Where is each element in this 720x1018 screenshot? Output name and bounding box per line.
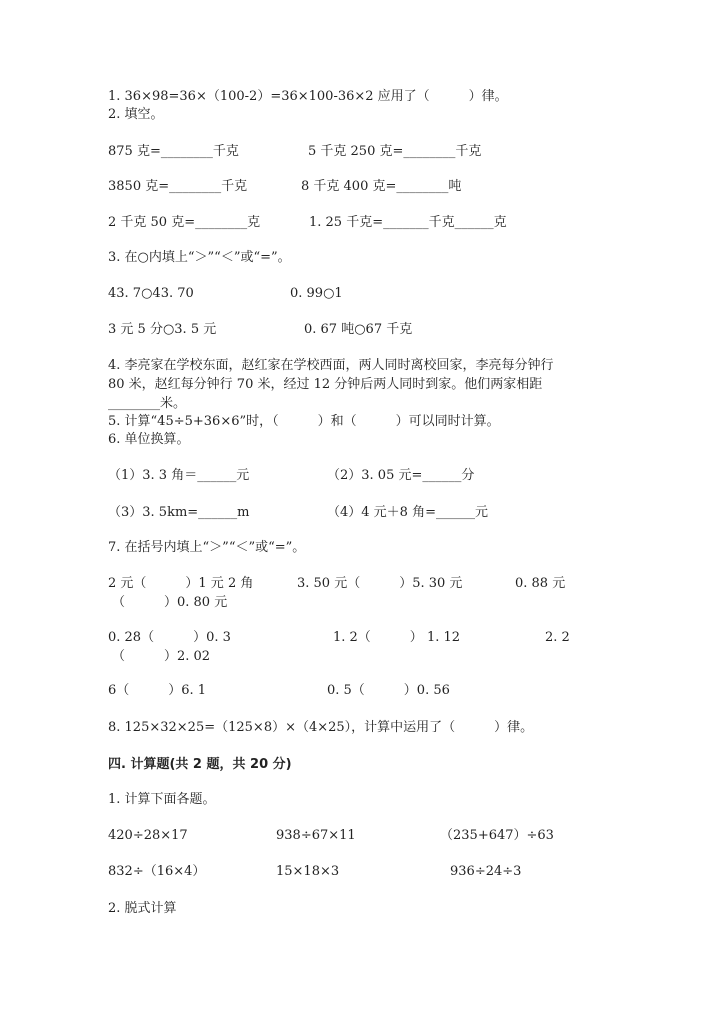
section4-title: 四. 计算题(共 2 题，共 20 分) (108, 757, 292, 772)
q2-item: 3850 克=________千克 (108, 179, 248, 194)
q3-item: 3 元 5 分○3. 5 元 (108, 322, 217, 337)
q7-item: 2 元（ ）1 元 2 角 (108, 576, 254, 591)
expression: 420÷28×17 (108, 828, 188, 843)
q7-item: 3. 50 元（ ）5. 30 元 (297, 576, 463, 591)
q7-item: 0. 88 元 (515, 576, 566, 591)
section4-sub1: 1. 计算下面各题。 (108, 792, 216, 807)
expression: 15×18×3 (276, 864, 340, 879)
expression: （235+647）÷63 (440, 828, 554, 843)
q6-item: （2）3. 05 元=______分 (327, 468, 475, 483)
q2-item: 1. 25 千克=_______千克______克 (309, 215, 507, 230)
section4-sub2: 2. 脱式计算 (108, 901, 177, 916)
q6-item: （1）3. 3 角＝______元 (108, 468, 250, 483)
q5: 5. 计算“45÷5+36×6”时，（ ）和（ ）可以同时计算。 (108, 414, 500, 429)
q4-line: 4. 李亮家在学校东面，赵红家在学校西面，两人同时离校回家，李亮每分钟行 (108, 358, 554, 373)
q6-item: （4）4 元＋8 角=______元 (327, 505, 488, 520)
q4-line: ________米。 (108, 396, 187, 411)
expression: 938÷67×11 (276, 828, 356, 843)
q7-item: 0. 5（ ）0. 56 (327, 683, 450, 698)
q7-title: 7. 在括号内填上“＞”“＜”或“=”。 (108, 540, 306, 555)
q7-item: （ ）0. 80 元 (112, 595, 228, 610)
q7-item: 0. 28（ ）0. 3 (108, 630, 231, 645)
q6-item: （3）3. 5km=______m (108, 505, 250, 520)
q6-title: 6. 单位换算。 (108, 432, 190, 447)
q4-line: 80 米，赵红每分钟行 70 米，经过 12 分钟后两人同时到家。他们两家相距 (108, 377, 543, 392)
q3-item: 0. 99○1 (290, 286, 343, 301)
q2-item: 875 克=________千克 (108, 144, 239, 159)
q8: 8. 125×32×25=（125×8）×（4×25），计算中运用了（ ）律。 (108, 720, 534, 735)
q3-item: 0. 67 吨○67 千克 (304, 322, 413, 337)
q2-title: 2. 填空。 (108, 107, 164, 122)
q2-item: 2 千克 50 克=________克 (108, 215, 261, 230)
q2-item: 8 千克 400 克=________吨 (301, 179, 462, 194)
q7-item: （ ）2. 02 (112, 649, 211, 664)
q7-item: 2. 2 (545, 630, 570, 645)
q3-title: 3. 在○内填上“＞”“＜”或“=”。 (108, 250, 291, 265)
q2-item: 5 千克 250 克=________千克 (308, 144, 482, 159)
expression: 936÷24÷3 (450, 864, 522, 879)
q7-item: 1. 2（ ） 1. 12 (333, 630, 461, 645)
q7-item: 6（ ）6. 1 (108, 683, 207, 698)
q3-item: 43. 7○43. 70 (108, 286, 194, 301)
expression: 832÷（16×4） (108, 864, 206, 879)
q1: 1. 36×98=36×（100-2）=36×100-36×2 应用了（ ）律。 (108, 89, 508, 104)
